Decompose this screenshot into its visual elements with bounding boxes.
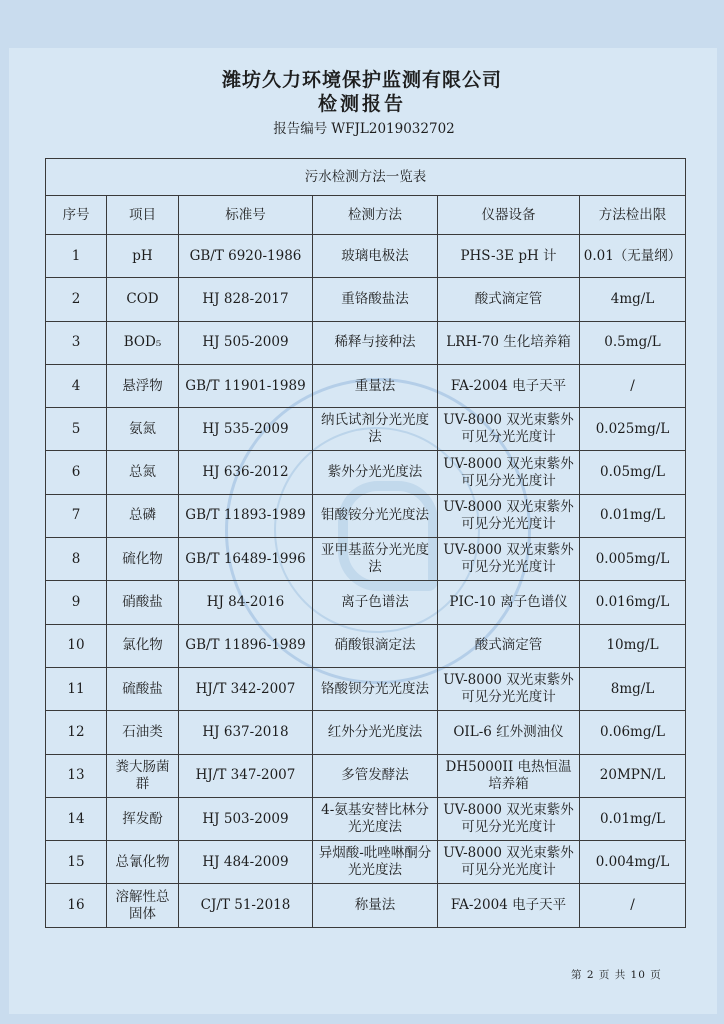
table-row bbox=[46, 581, 686, 624]
table-row bbox=[46, 408, 686, 451]
table-cell: 0.06mg/L bbox=[580, 711, 686, 754]
table-cell: 悬浮物 bbox=[107, 364, 179, 407]
table-cell: 挥发酚 bbox=[107, 797, 179, 840]
report-number-label: 报告编号 bbox=[273, 121, 328, 137]
table-row bbox=[46, 797, 686, 840]
table-cell: HJ 484-2009 bbox=[179, 841, 313, 884]
table-cell: LRH-70 生化培养箱 bbox=[438, 321, 580, 364]
page-number: 第 2 页 共 10 页 bbox=[571, 969, 662, 981]
table-cell: COD bbox=[107, 278, 179, 321]
table-cell: 0.01mg/L bbox=[580, 797, 686, 840]
table-row bbox=[46, 624, 686, 667]
table-cell: 15 bbox=[46, 841, 107, 884]
table-cell: 酸式滴定管 bbox=[438, 278, 580, 321]
table-cell: 重铬酸盐法 bbox=[313, 278, 438, 321]
table-cell: 8 bbox=[46, 538, 107, 581]
table-cell: 1 bbox=[46, 235, 107, 278]
table-cell: HJ 84-2016 bbox=[179, 581, 313, 624]
table-cell: 总氮 bbox=[107, 451, 179, 494]
column-header: 仪器设备 bbox=[438, 196, 580, 235]
table-cell: 0.016mg/L bbox=[580, 581, 686, 624]
table-cell: UV-8000 双光束紫外可见分光光度计 bbox=[438, 451, 580, 494]
table-cell: HJ 828-2017 bbox=[179, 278, 313, 321]
company-name: 潍坊久力环境保护监测有限公司 bbox=[221, 69, 502, 91]
table-cell: PHS-3E pH 计 bbox=[438, 235, 580, 278]
table-cell: 0.005mg/L bbox=[580, 538, 686, 581]
table-header-row bbox=[46, 196, 686, 235]
table-cell: 稀释与接种法 bbox=[313, 321, 438, 364]
column-header: 序号 bbox=[46, 196, 107, 235]
table-cell: 溶解性总固体 bbox=[107, 884, 179, 927]
table-cell: UV-8000 双光束紫外可见分光光度计 bbox=[438, 494, 580, 537]
table-row bbox=[46, 711, 686, 754]
table-row bbox=[46, 754, 686, 797]
table-cell: UV-8000 双光束紫外可见分光光度计 bbox=[438, 797, 580, 840]
table-cell: FA-2004 电子天平 bbox=[438, 364, 580, 407]
table-cell: 氨氮 bbox=[107, 408, 179, 451]
table-row bbox=[46, 278, 686, 321]
table-cell: UV-8000 双光束紫外可见分光光度计 bbox=[438, 408, 580, 451]
table-cell: FA-2004 电子天平 bbox=[438, 884, 580, 927]
table-cell: / bbox=[580, 884, 686, 927]
table-cell: UV-8000 双光束紫外可见分光光度计 bbox=[438, 841, 580, 884]
table-cell: 0.004mg/L bbox=[580, 841, 686, 884]
table-cell: 铬酸钡分光光度法 bbox=[313, 667, 438, 710]
table-cell: GB/T 16489-1996 bbox=[179, 538, 313, 581]
table-cell: 4mg/L bbox=[580, 278, 686, 321]
column-header: 方法检出限 bbox=[580, 196, 686, 235]
table-cell: 红外分光光度法 bbox=[313, 711, 438, 754]
table-cell: HJ/T 347-2007 bbox=[179, 754, 313, 797]
table-cell: 0.01mg/L bbox=[580, 494, 686, 537]
table-cell: 离子色谱法 bbox=[313, 581, 438, 624]
table-cell: 称量法 bbox=[313, 884, 438, 927]
table-cell: GB/T 6920-1986 bbox=[179, 235, 313, 278]
table-cell: 氯化物 bbox=[107, 624, 179, 667]
table-cell: 硫化物 bbox=[107, 538, 179, 581]
table-cell: 20MPN/L bbox=[580, 754, 686, 797]
table-row bbox=[46, 235, 686, 278]
table-cell: 0.05mg/L bbox=[580, 451, 686, 494]
table-cell: 硝酸盐 bbox=[107, 581, 179, 624]
table-cell: 9 bbox=[46, 581, 107, 624]
table-cell: HJ 505-2009 bbox=[179, 321, 313, 364]
table-cell: 10mg/L bbox=[580, 624, 686, 667]
table-row bbox=[46, 884, 686, 927]
table-row bbox=[46, 321, 686, 364]
table-cell: 异烟酸-吡唑啉酮分光光度法 bbox=[313, 841, 438, 884]
table-row bbox=[46, 451, 686, 494]
column-header: 标准号 bbox=[179, 196, 313, 235]
table-cell: DH5000II 电热恒温培养箱 bbox=[438, 754, 580, 797]
table-row bbox=[46, 364, 686, 407]
table-cell: 7 bbox=[46, 494, 107, 537]
table-cell: 8mg/L bbox=[580, 667, 686, 710]
table-cell: 亚甲基蓝分光光度法 bbox=[313, 538, 438, 581]
table-cell: 5 bbox=[46, 408, 107, 451]
table-cell: UV-8000 双光束紫外可见分光光度计 bbox=[438, 538, 580, 581]
table-cell: 总氰化物 bbox=[107, 841, 179, 884]
table-cell: GB/T 11896-1989 bbox=[179, 624, 313, 667]
table-cell: 2 bbox=[46, 278, 107, 321]
table-cell: 0.025mg/L bbox=[580, 408, 686, 451]
table-row bbox=[46, 538, 686, 581]
table-cell: 4 bbox=[46, 364, 107, 407]
table-cell: HJ/T 342-2007 bbox=[179, 667, 313, 710]
table-cell: CJ/T 51-2018 bbox=[179, 884, 313, 927]
table-cell: OIL-6 红外测油仪 bbox=[438, 711, 580, 754]
table-cell: 硝酸银滴定法 bbox=[313, 624, 438, 667]
column-header: 项目 bbox=[107, 196, 179, 235]
table-cell: 0.5mg/L bbox=[580, 321, 686, 364]
report-number-line bbox=[0, 118, 724, 140]
table-cell: 3 bbox=[46, 321, 107, 364]
table-cell: 纳氏试剂分光光度法 bbox=[313, 408, 438, 451]
table-row bbox=[46, 841, 686, 884]
table-cell: BOD₅ bbox=[107, 321, 179, 364]
table-cell: 酸式滴定管 bbox=[438, 624, 580, 667]
table-cell: UV-8000 双光束紫外可见分光光度计 bbox=[438, 667, 580, 710]
test-methods-table bbox=[45, 158, 686, 928]
table-cell: / bbox=[580, 364, 686, 407]
table-cell: 13 bbox=[46, 754, 107, 797]
report-number: WFJL2019032702 bbox=[331, 121, 455, 137]
table-cell: 重量法 bbox=[313, 364, 438, 407]
table-cell: 0.01（无量纲） bbox=[580, 235, 686, 278]
table-cell: 4-氨基安替比林分光光度法 bbox=[313, 797, 438, 840]
table-caption: 污水检测方法一览表 bbox=[46, 159, 686, 196]
table-cell: HJ 535-2009 bbox=[179, 408, 313, 451]
table-cell: PIC-10 离子色谱仪 bbox=[438, 581, 580, 624]
report-title: 检测报告 bbox=[317, 93, 406, 115]
report-header bbox=[0, 68, 724, 140]
table-cell: GB/T 11893-1989 bbox=[179, 494, 313, 537]
table-cell: pH bbox=[107, 235, 179, 278]
table-cell: 钼酸铵分光光度法 bbox=[313, 494, 438, 537]
table-row bbox=[46, 494, 686, 537]
table-cell: 6 bbox=[46, 451, 107, 494]
table-cell: GB/T 11901-1989 bbox=[179, 364, 313, 407]
table-cell: 粪大肠菌群 bbox=[107, 754, 179, 797]
table-cell: 总磷 bbox=[107, 494, 179, 537]
table-cell: HJ 636-2012 bbox=[179, 451, 313, 494]
table-cell: 硫酸盐 bbox=[107, 667, 179, 710]
table-cell: HJ 637-2018 bbox=[179, 711, 313, 754]
table-cell: 12 bbox=[46, 711, 107, 754]
table-cell: 石油类 bbox=[107, 711, 179, 754]
table-cell: 14 bbox=[46, 797, 107, 840]
table-cell: 10 bbox=[46, 624, 107, 667]
table-cell: HJ 503-2009 bbox=[179, 797, 313, 840]
column-header: 检测方法 bbox=[313, 196, 438, 235]
table-cell: 16 bbox=[46, 884, 107, 927]
table-cell: 紫外分光光度法 bbox=[313, 451, 438, 494]
table-cell: 多管发酵法 bbox=[313, 754, 438, 797]
table-row bbox=[46, 667, 686, 710]
table-cell: 11 bbox=[46, 667, 107, 710]
table-cell: 玻璃电极法 bbox=[313, 235, 438, 278]
